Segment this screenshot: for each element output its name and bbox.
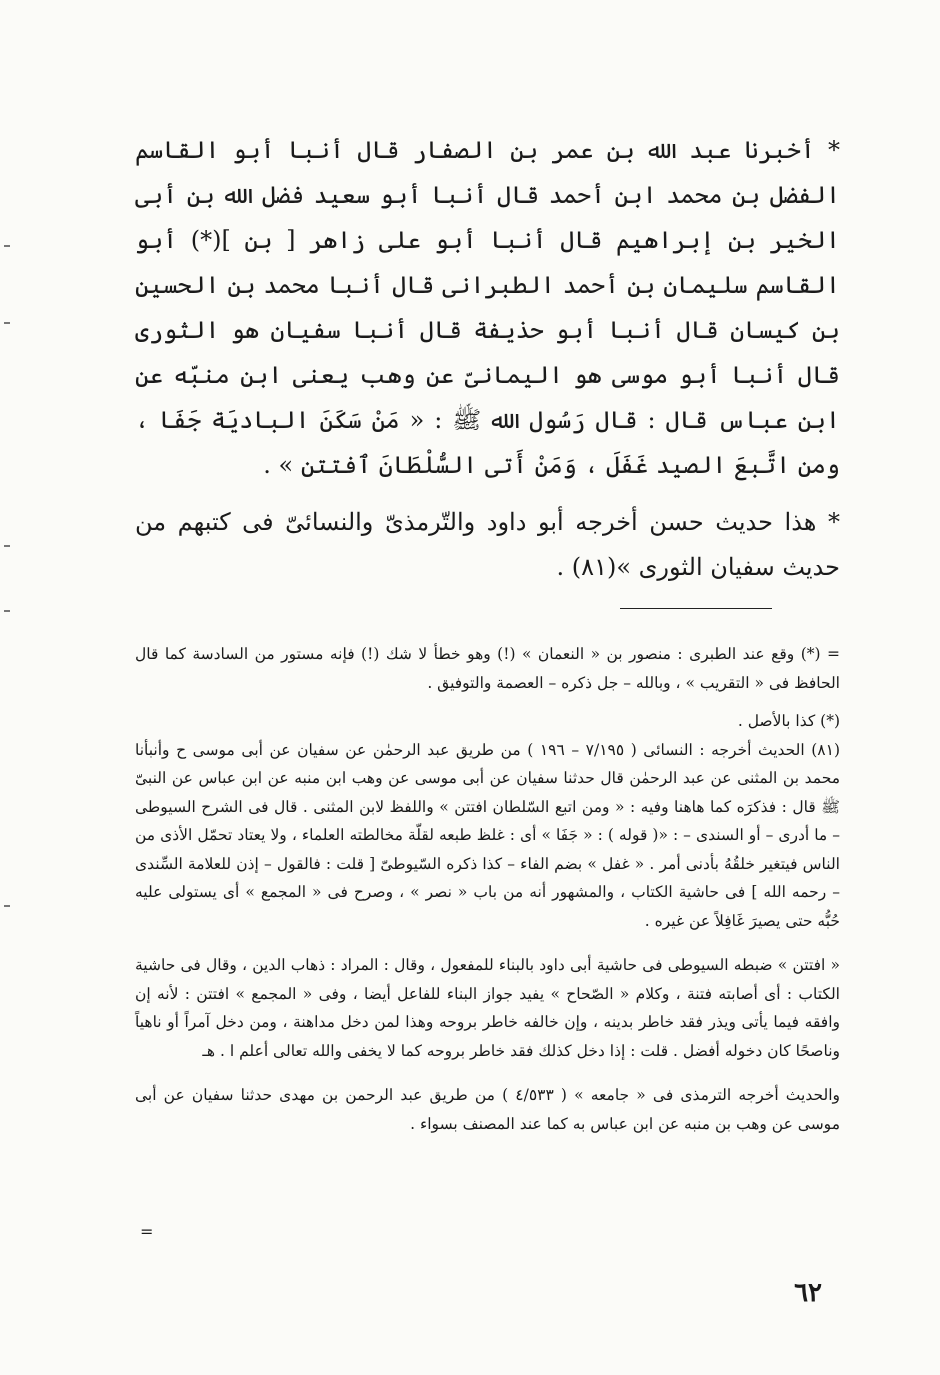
margin-mark (4, 245, 10, 247)
footnote-continued: = (*) وقع عند الطبرى : منصور بن « النعمان » (!) وهو خطأ لا شك (!) فإنه مستور من السادسة كما قال الحافظ فى « التقريب » ، وبالله – جل ذكره – العصمة والتوفيق . (135, 645, 840, 692)
page-number: ٦٢ (794, 1278, 822, 1308)
margin-mark (4, 905, 10, 907)
main-text-block (135, 128, 840, 590)
takhrij-paragraph: * هذا حديث حسن أخرجه أبو داود والتّرمذىّ والنسائىّ فى كتبهم من حديث سفيان الثورى »(٨١) . (135, 508, 841, 581)
margin-mark (4, 322, 10, 324)
footnote-divider (620, 608, 772, 609)
footnotes-block (135, 640, 840, 1138)
hadith-paragraph: * أخبرنا عبد الله بن عمر بن الصفار قال أنبا أبو القاسم الفضل بن محمد ابن أحمد قال أنبا أبو سعيد فضل الله بن أبى الخير بن إبراهيم قال أنبا أبو على زاهر [ بن ](*) أبو القاسم سليمان بن أحمد الطبرانى قال أنبا محمد بن الحسين بن كيسان قال أنبا أبو حذيفة قال أنبا سفيان هو الثورى قال أنبا أبو موسى هو اليمانىّ عن وهب يعنى ابن منبّه عن ابن عباس قال : قال رَسُول الله ﷺ : « مَنْ سَكَنَ الباديَة جَفَا ، ومن اتَّبعَ الصيد غَفَلَ ، وَمَنْ أَتى السُّلْطَانَ ٱفتتن » . (135, 136, 840, 479)
footnote-asterisk: (*) كذا بالأصل . (737, 712, 840, 730)
continuation-mark: = (140, 1222, 154, 1241)
margin-mark (4, 610, 10, 612)
margin-mark (4, 545, 10, 547)
footnote-81-tirmidhi: والحديث أخرجه الترمذى فى « جامعه » ( ٤/٥٣٣ ) من طريق عبد الرحمن بن مهدى حدثنا سفيان عن أبى موسى عن وهب بن منبه عن ابن عباس به كما عند المصنف بسواء . (135, 1086, 840, 1133)
footnote-81: (٨١) الحديث أخرجه : النسائى ( ٧/١٩٥ – ١٩٦ ) من طريق عبد الرحمٰن عن سفيان عن أبى موسى ح وأنبأنا محمد بن المثنى عن عبد الرحمٰن قال حدثنا سفيان عن أبى موسى عن وهب ابن منبه عن ابن عباس عن النبىّ ﷺ قال : فذكرَه كما هاهنا وفيه : « ومن اتبع السّلطان افتتن » واللفظ لابن المثنى . قال فى الشرح السيوطى – ما أدرى – أو السندى – : «( قوله ) : « جَفَا » أى : غلظ طبعه لقلّة مخالطته العلماء ، ولا يعتاد تحمّل الأذى من الناس فيتغير خلقُهُ بأدنى أمر . « غفل » بضم الفاء – كذا ذكره السّيوطىّ [ قلت : فالقول – إذن للعلامة السِّندى – رحمه الله ] فى حاشية الكتاب ، والمشهور أنه من باب « نصر » ، وصرح فى « المجمع » أى يستولى عليه حُبُّه حتى يصيرَ غَافِلاً عن غيره . (135, 740, 840, 930)
footnote-81-continued: « افتتن » ضبطه السيوطى فى حاشية أبى داود بالبناء للمفعول ، وقال : المراد : ذهاب الدين ، وقال فى حاشية الكتاب : أى أصابته فتنة ، وكلام « الصّحاح » يفيد جواز البناء للفاعل أيضا ، وفى « المجمع » افتتن : لأنه إن وافقه فيما يأتى ويذر فقد خاطر بدينه ، وإن خالفه خاطر بروحه وهذا لمن دخل مداهنة ، ومن دخل آمراً أو ناهياً وناصحًا كان دخوله أفضل . قلت : إذا دخل كذلك فقد خاطر بروحه كما لا يخفى والله تعالى أعلم ا . هـ (135, 956, 840, 1060)
